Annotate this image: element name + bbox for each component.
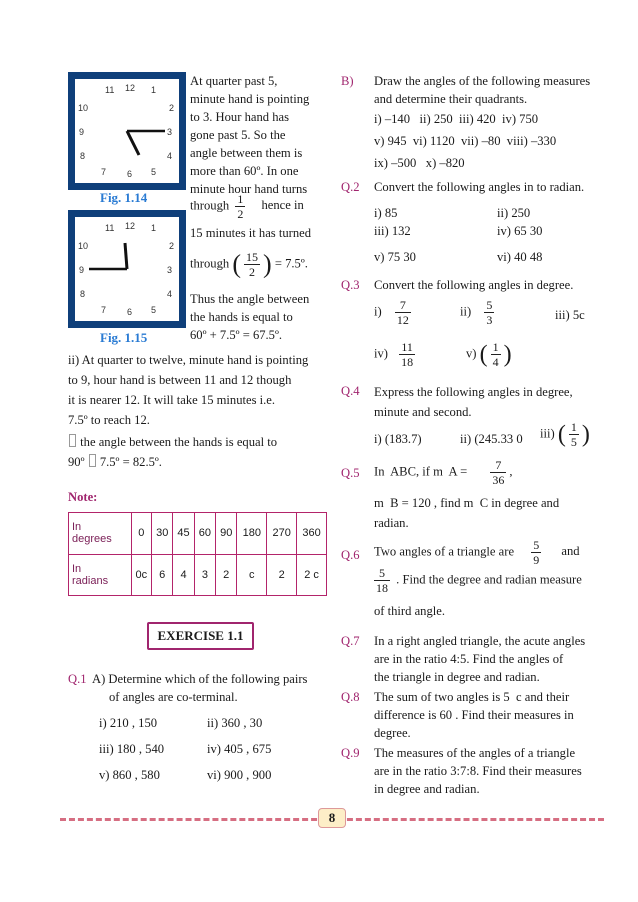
question-label: Q.2 [341, 180, 360, 194]
clock-number: 12 [125, 221, 136, 231]
clock-number: 5 [151, 167, 157, 177]
clock-number: 2 [169, 103, 175, 113]
text: 90º [68, 455, 85, 469]
pair-item: iv) 405 , 675 [207, 742, 272, 756]
table-cell: 30 [152, 513, 173, 555]
item: iv) 65 30 [497, 224, 543, 238]
symbol-box [89, 454, 96, 467]
denominator: 2 [237, 207, 244, 221]
clock-number: 12 [125, 83, 136, 93]
text-line: 15 minutes it has turned [190, 226, 312, 240]
numerator: 15 [246, 250, 259, 264]
symbol-box [69, 434, 76, 447]
clock-number: 8 [80, 151, 86, 161]
q4-item-iii: iii) ( $\frac{1}{5}$ ) [540, 420, 590, 449]
question-text: In a right angled triangle, the acute angles are in the ratio 4:5. Find the angles of the triangle in degree and radian. [374, 634, 586, 684]
clock-number: 10 [78, 103, 89, 113]
text-line: angle between them is [190, 146, 303, 160]
question-label: Q.3 [341, 278, 360, 292]
question-text: Two angles of a triangle are $\frac{5}{9}$ and [374, 538, 580, 567]
clock-number: 6 [127, 307, 133, 317]
question-text: $\frac{5}{18}$ . Find the degree and radian measure [376, 566, 582, 595]
text: through [190, 198, 230, 213]
text: through [190, 256, 230, 271]
question-text: The measures of the angles of a triangle are in the ratio 3:7:8. Find their measures in degree and radian. [374, 746, 582, 796]
table-cell: 360 [297, 513, 327, 555]
clock-number: 8 [80, 289, 86, 299]
table-cell: 0 [131, 513, 151, 555]
paragraph [190, 290, 324, 344]
text: the angle between the hands is equal to [80, 435, 278, 449]
clock-number: 10 [78, 241, 89, 251]
clock-hands [75, 217, 179, 321]
item-row: ix) –500 x) –820 [374, 156, 465, 170]
question-label: Q.8 [341, 690, 360, 704]
exercise-heading: EXERCISE 1.1 [147, 622, 254, 650]
table-cell: 2 [216, 554, 237, 596]
q3-item-iii: iii) 5c [555, 308, 585, 322]
question-label: Q.9 [341, 746, 360, 760]
clock-number: 1 [151, 223, 157, 233]
clock-fig-1-14 [68, 72, 186, 190]
table-cell: 3 [194, 554, 215, 596]
note-label: Note: [68, 490, 98, 504]
pair-item: iii) 180 , 540 [99, 742, 165, 756]
text-line: to 9, hour hand is between 11 and 12 though [68, 373, 292, 387]
table-header: In degrees [69, 513, 132, 555]
item: vi) 40 48 [497, 250, 543, 264]
clock-number: 5 [151, 305, 157, 315]
paragraph [68, 350, 326, 430]
pair-item: vi) 900 , 900 [207, 768, 272, 782]
text-line: it is nearer 12. It will take 15 minutes i.e. [68, 393, 276, 407]
question-label: Q.6 [341, 548, 360, 562]
text-line: 60º + 7.5º = 67.5º. [190, 328, 283, 342]
text-line: minute hand is pointing [190, 92, 310, 106]
text-line: more than 60º. In one [190, 164, 299, 178]
fraction [244, 250, 260, 279]
q3-item-ii: ii) $\frac{5}{3}$ [460, 298, 493, 327]
q3-item-iv: iv) $\frac{11}{18}$ [374, 340, 414, 369]
clock-number: 11 [105, 223, 115, 233]
question-text: Convert the following angles in degree. [374, 278, 574, 292]
clock-number: 3 [167, 265, 173, 275]
item-row: v) 945 vi) 1120 vii) –80 viii) –330 [374, 134, 557, 148]
question-text: radian. [374, 516, 409, 530]
clock-number: 3 [167, 127, 173, 137]
table-cell: 270 [267, 513, 297, 555]
item-row: i) –140 ii) 250 iii) 420 iv) 750 [374, 112, 539, 126]
table-cell: 90 [216, 513, 237, 555]
clock-number: 4 [167, 151, 173, 161]
text-line: minute hour hand turns [190, 182, 308, 196]
pair-item: v) 860 , 580 [99, 768, 160, 782]
question-text: Convert the following angles in to radian. [374, 180, 585, 194]
paragraph [190, 72, 324, 198]
question-text: of third angle. [374, 604, 445, 618]
table-cell: 45 [173, 513, 194, 555]
table-cell: 4 [173, 554, 194, 596]
item: i) 85 [374, 206, 398, 220]
table-cell: 6 [152, 554, 173, 596]
question-text: of angles are co-terminal. [109, 690, 238, 704]
numerator: 1 [237, 192, 244, 206]
q3-item-i: i) $\frac{7}{12}$ [374, 298, 409, 327]
clock-number: 9 [79, 265, 85, 275]
text-line: to 3. Hour hand has [190, 110, 289, 124]
q4-item-i: i) (183.7) [374, 432, 422, 446]
clock-number: 7 [101, 305, 107, 315]
table-cell: c [237, 554, 267, 596]
question-text: m B = 120 , find m C in degree and [374, 496, 560, 510]
table-row [69, 513, 327, 555]
table-cell: 60 [194, 513, 215, 555]
question-text: Draw the angles of the following measures and determine their quadrants. [374, 74, 591, 106]
figure-caption: Fig. 1.15 [100, 330, 148, 345]
table-header: In radians [69, 554, 132, 596]
clock-number: 1 [151, 85, 157, 95]
clock-number: 9 [79, 127, 85, 137]
question-text: In ABC, if m A = $\frac{7}{36}$ , [374, 458, 513, 487]
through-line-2: through ( $\frac{15}{2}$ ) = 7.5º. [190, 249, 308, 279]
question-label: Q.5 [341, 466, 360, 480]
paragraph [68, 432, 326, 472]
table-cell: 180 [237, 513, 267, 555]
text: 7.5º = 82.5º. [99, 455, 162, 469]
table-cell: 0c [131, 554, 151, 596]
item: iii) 132 [374, 224, 411, 238]
question-label: Q.4 [341, 384, 360, 398]
clock-hands [75, 79, 179, 183]
clock-number: 6 [127, 169, 133, 179]
item: ii) 250 [497, 206, 531, 220]
item: v) 75 30 [374, 250, 416, 264]
question-text: Express the following angles in degree, minute and second. [374, 385, 573, 419]
text-line: Thus the angle between [190, 292, 310, 306]
pair-item: i) 210 , 150 [99, 716, 158, 730]
table-cell: 2 c [297, 554, 327, 596]
q3-item-v: v) ( $\frac{1}{4}$ ) [466, 340, 512, 369]
question-label: Q.7 [341, 634, 360, 648]
table-cell: 2 [267, 554, 297, 596]
denominator: 2 [249, 265, 256, 279]
text: hence in [261, 198, 304, 213]
clock-number: 11 [105, 85, 115, 95]
degree-radian-table [68, 512, 327, 596]
text-line: 7.5º to reach 12. [68, 413, 150, 427]
text-line: gone past 5. So the [190, 128, 286, 142]
question-label: B) [341, 74, 354, 88]
text: = 7.5º. [274, 256, 308, 271]
question-text: A) Determine which of the following pairs [92, 672, 308, 686]
clock-number: 7 [101, 167, 107, 177]
table-row [69, 554, 327, 596]
clock-fig-1-15 [68, 210, 186, 328]
page-number: 8 [318, 808, 346, 828]
pair-item: ii) 360 , 30 [207, 716, 263, 730]
clock-number: 2 [169, 241, 175, 251]
text-line: At quarter past 5, [190, 74, 278, 88]
text-line: the hands is equal to [190, 310, 293, 324]
clock-number: 4 [167, 289, 173, 299]
q4-item-ii: ii) (245.33 0 [460, 432, 523, 446]
figure-caption: Fig. 1.14 [100, 190, 148, 205]
through-line [190, 192, 324, 221]
text-line: ii) At quarter to twelve, minute hand is pointing [68, 353, 309, 367]
question-text: The sum of two angles is 5 c and their difference is 60 . Find their measures in degree. [374, 690, 574, 740]
fraction [235, 192, 245, 221]
question-label: Q.1 [68, 672, 87, 686]
